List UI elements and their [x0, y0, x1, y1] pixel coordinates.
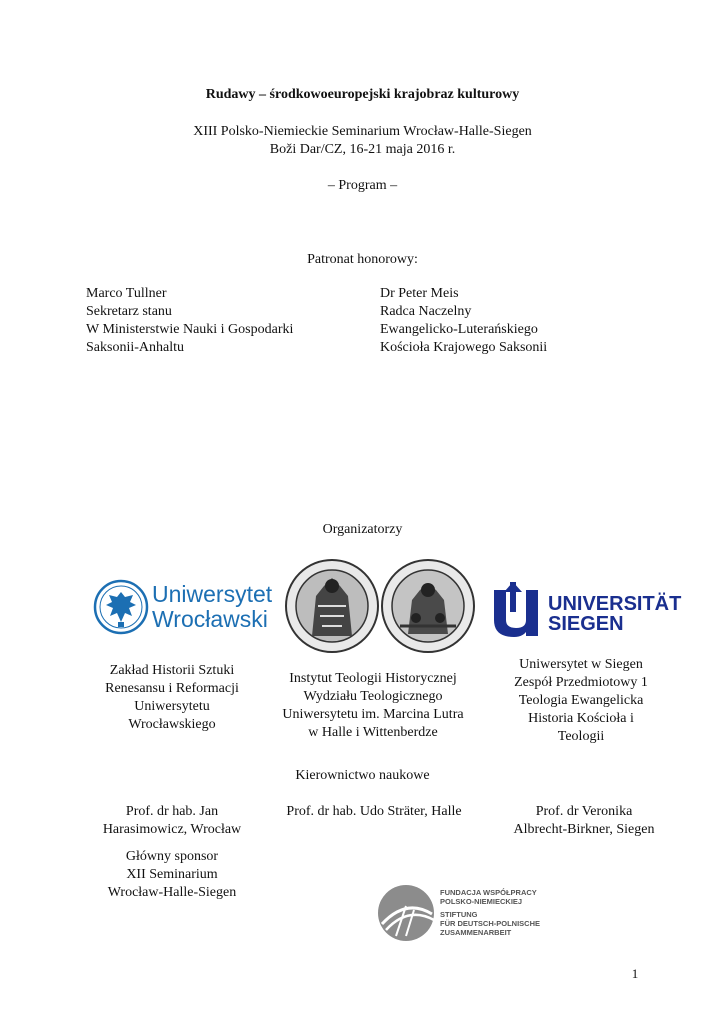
patronage-heading: Patronat honorowy: [307, 252, 418, 267]
program-heading: – Program – [327, 178, 398, 193]
patron-left-line: Saksonii-Anhaltu [86, 340, 184, 355]
wroclaw-logo-line2: Wrocławski [152, 606, 268, 632]
director-wroclaw [84, 803, 260, 839]
patron-left [86, 285, 356, 357]
university-seal-icon [284, 556, 476, 656]
organizer-line: Wydziału Teologicznego [303, 689, 443, 704]
document-title: Rudawy – środkowoeuropejski krajobraz kulturowy [205, 87, 520, 102]
wroclaw-logo-line1: Uniwersytet [152, 581, 273, 607]
director-line: Prof. dr hab. Jan [125, 804, 219, 819]
director-halle [266, 803, 482, 821]
organizer-line: Teologia Ewangelicka [518, 693, 644, 708]
seminar-title: XIII Polsko-Niemieckie Seminarium Wrocław-Halle-Siegen [193, 124, 532, 139]
patron-right-line: Ewangelicko-Luterańskiego [380, 322, 538, 337]
siegen-logo-line2: SIEGEN [548, 613, 624, 635]
director-line: Prof. dr hab. Udo Sträter, Halle [286, 804, 462, 819]
organizers-heading: Organizatorzy [322, 522, 403, 537]
organizer-line: Uniwersytetu [134, 699, 210, 714]
patron-right [380, 285, 640, 357]
organizer-siegen [492, 656, 670, 746]
halle-university-seal [284, 556, 476, 656]
siegen-university-logo [490, 582, 682, 638]
seminar-place-date: Boži Dar/CZ, 16-21 maja 2016 r. [269, 142, 456, 157]
patron-right-line: Kościoła Krajowego Saksonii [380, 340, 548, 355]
organizer-wroclaw [88, 662, 256, 734]
wroclaw-university-logo [92, 578, 273, 638]
organizer-line: Uniwersytet w Siegen [519, 657, 643, 672]
patron-left-line: W Ministerstwie Nauki i Gospodarki [86, 322, 294, 337]
organizer-line: Teologii [557, 729, 605, 744]
bridge-emblem-icon [376, 884, 436, 942]
foundation-logo [376, 884, 566, 942]
director-line: Albrecht-Birkner, Siegen [513, 822, 655, 837]
foundation-line: ZUSAMMENARBEIT [440, 928, 512, 937]
director-line: Harasimowicz, Wrocław [102, 822, 242, 837]
foundation-line: STIFTUNG [440, 910, 478, 919]
director-line: Prof. dr Veronika [535, 804, 633, 819]
sponsor-line: XII Seminarium [126, 867, 218, 882]
foundation-line: FÜR DEUTSCH-POLNISCHE [440, 919, 541, 928]
patron-left-line: Marco Tullner [86, 286, 167, 301]
organizer-line: w Halle i Wittenberdze [308, 725, 438, 740]
organizer-line: Wrocławskiego [128, 717, 216, 732]
page-number: 1 [631, 966, 639, 981]
siegen-u-icon [490, 582, 546, 638]
main-sponsor [84, 848, 260, 902]
foundation-line: POLSKO-NIEMIECKIEJ [440, 897, 523, 906]
director-siegen [496, 803, 672, 839]
organizer-line: Renesansu i Reformacji [105, 681, 239, 696]
sponsor-line: Wrocław-Halle-Siegen [107, 885, 237, 900]
organizer-halle [262, 670, 484, 742]
sponsor-line: Główny sponsor [125, 849, 219, 864]
organizer-line: Instytut Teologii Historycznej [289, 671, 457, 686]
organizer-line: Uniwersytetu im. Marcina Lutra [282, 707, 464, 722]
patron-left-line: Sekretarz stanu [86, 304, 172, 319]
organizer-line: Historia Kościoła i [528, 711, 634, 726]
patron-right-line: Radca Naczelny [380, 304, 472, 319]
scientific-direction-heading: Kierownictwo naukowe [295, 768, 430, 783]
organizer-line: Zakład Historii Sztuki [109, 663, 235, 678]
siegen-logo-line1: UNIVERSITÄT [548, 593, 682, 615]
foundation-line: FUNDACJA WSPÓŁPRACY [440, 888, 537, 897]
patron-right-line: Dr Peter Meis [380, 286, 459, 301]
organizer-line: Zespół Przedmiotowy 1 [514, 675, 648, 690]
